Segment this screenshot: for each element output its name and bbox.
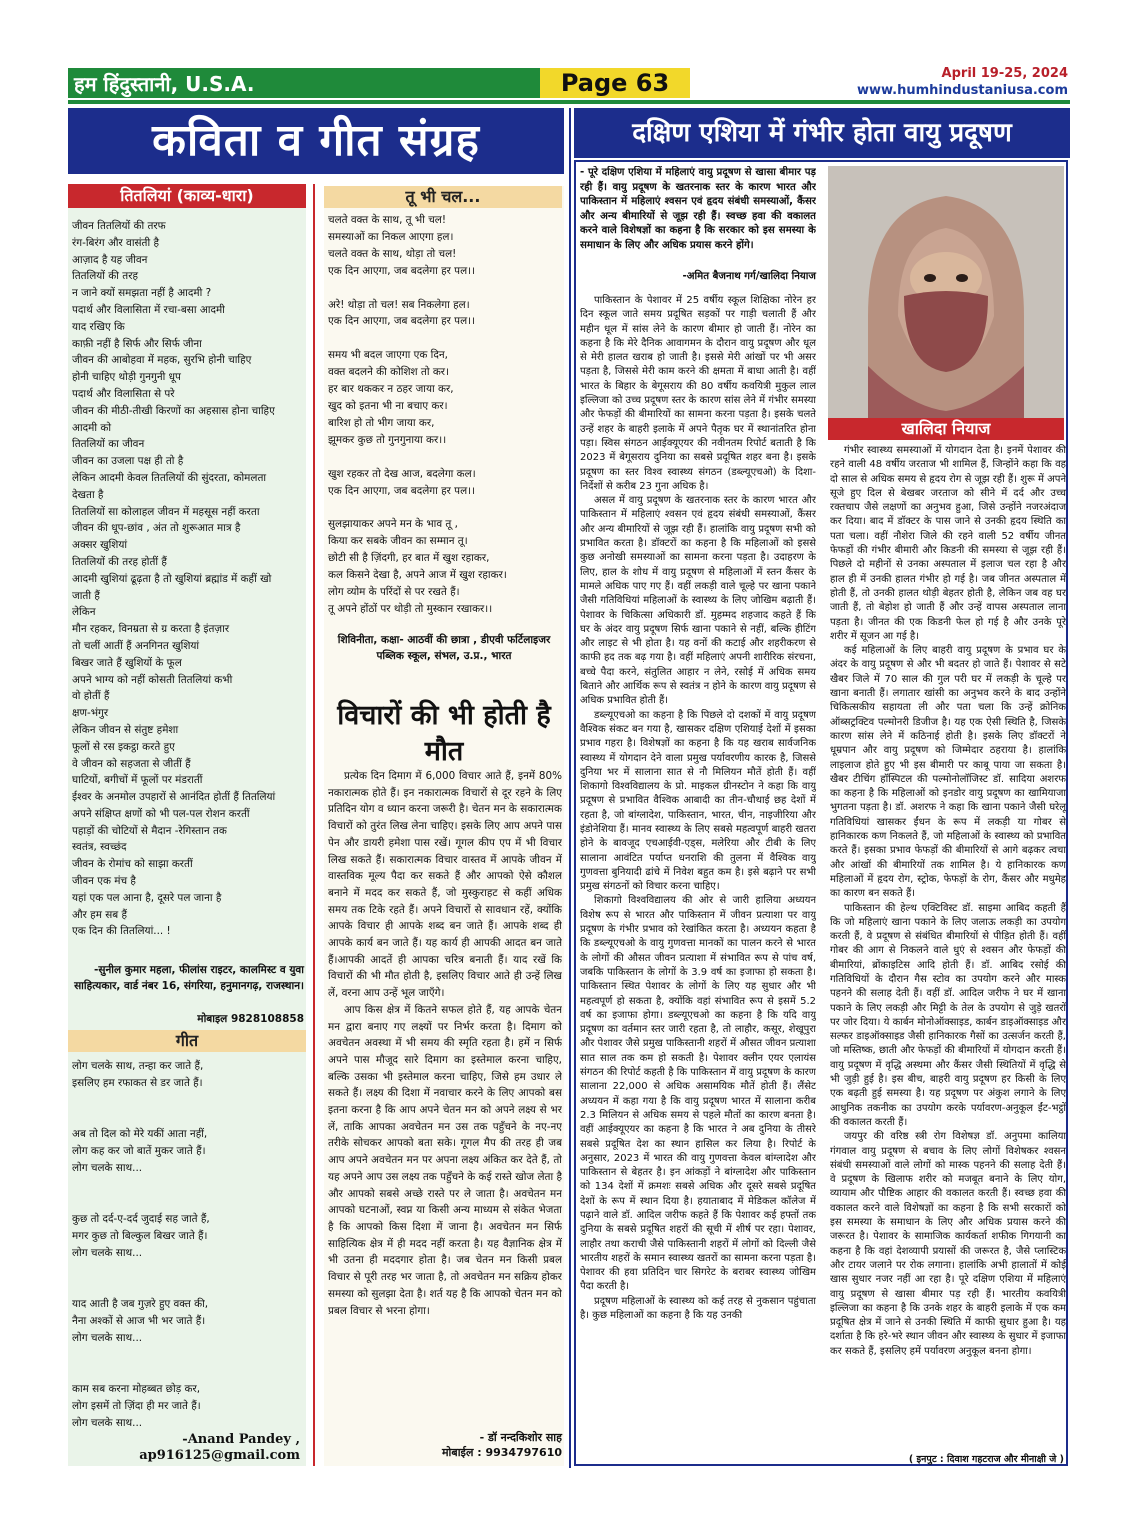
column-divider [313,184,315,1466]
article-paragraph: जयपुर की वरिष्ठ स्त्री रोग विशेषज्ञ डॉ. अनुपमा कालिया गंगवाल वायु प्रदूषण से बचाव के लिए लोगों विशेषकर श्वसन संबंधी समस्याओं वाले लोगों को मास्क पहनने की सलाह देती हैं। वे प्रदूषण के खिलाफ शरीर को मजबूत बनाने के लिए योग, व्यायाम और पौष्टिक आहार की वकालत करती हैं। स्वच्छ हवा की वकालत करने वाले विशेषज्ञों का कहना है कि सभी सरकारों को इस समस्या के समाधान के लिए और अधिक प्रयास करने की जरूरत है। पेशावर के सामाजिक कार्यकर्ता शफीक गिगयानी का कहना है कि वहां देशव्यापी प्रयासों की जरूरत है, जैसे प्लास्टिक और टायर जलाने पर रोक लगाना। हालांकि अभी हालातों में कोई खास सुधार नजर नहीं आ रहा है। पूरे दक्षिण एशिया में महिलाएं वायु प्रदूषण से खासा बीमार पड़ रही हैं। भारतीय कवयित्री इल्लिजा का कहना है कि उनके शहर के बाहरी इलाके में एक कम प्रदूषित क्षेत्र में जाने से उनकी स्थिति में काफी सुधार हुआ है। यह दर्शाता है कि हरे-भरे स्थान जीवन और स्वास्थ्य के सुधार में इजाफा कर सकते हैं, इसलिए हमें पर्यावरण अनुकूल बनना होगा। [830,1131,1066,1357]
portrait-illustration [828,166,1064,438]
geet-author [72,1432,300,1464]
article-column-1 [580,294,816,1464]
article-paragraph: पाकिस्तान की हेल्थ एक्टिविस्ट डॉ. साइमा आबिद कहती हैं कि जो महिलाएं खाना पकाने के लिए जलाऊ लकड़ी का उपयोग करती हैं, वे प्रदूषण से संबंधित बीमारियों से पीड़ित होती हैं। वहीं गोबर की आग से निकलने वाले धुएं से श्वसन और फेफड़ों की बीमारियां, ब्रोंकाइटिस आदि होती हैं। डॉ. आबिद रसोई की गतिविधियों के दौरान गैस स्टोव का उपयोग करने और मास्क पहनने की सलाह देती हैं। वहीं डॉ. आदिल जरीफ ने घर में खाना पकाने के लिए लकड़ी और मिट्टी के तेल के उपयोग से जुड़े खतरों पर जोर दिया। ये कार्बन मोनोऑक्साइड, कार्बन डाइऑक्साइड और सल्फर डाइऑक्साइड जैसी हानिकारक गैसों का उत्सर्जन करती हैं, जो मस्तिष्क, छाती और फेफड़ों की बीमारियों में योगदान करती हैं। वायु प्रदूषण में वृद्धि अस्थमा और कैंसर जैसी स्थितियों में वृद्धि से भी जुड़ी हुई है। इस बीच, बाहरी वायु प्रदूषण हर किसी के लिए एक बढ़ती हुई समस्या है। यह प्रदूषण पर अंकुश लगाने के लिए आधुनिक तकनीक का उपयोग करके पर्यावरण-अनुकूल ईंट-भट्ठों की वकालत करती हैं। [830,902,1066,1128]
article-column-2 [830,444,1066,1452]
masthead-brand: हम हिंदुस्तानी, U.S.A. [74,72,255,96]
column-divider [569,108,571,1468]
article-credit: -अमित बैजनाथ गर्ग/खालिदा नियाज [682,271,816,282]
article-paragraph: कई महिलाओं के लिए बाहरी वायु प्रदूषण के प्रभाव घर के अंदर के वायु प्रदूषण से और भी बदतर हो जाते हैं। पेशावर से सटे खैबर जिले में 70 साल की गुल परी घर में लकड़ी के चूल्हे पर खाना बनाती हैं। लगातार खांसी का अनुभव करने के बाद उन्होंने चिकित्सकीय सहायता ली और पता चला कि उन्हें क्रोनिक ऑब्सट्रक्टिव पल्मोनरी डिजीज है। यह एक ऐसी स्थिति है, जिसके कारण सांस लेने में कठिनाई होती है। इसके लिए डॉक्टरों ने धूम्रपान और वायु प्रदूषण को जिम्मेदार ठहराया है। हालांकि लाइलाज होते हुए भी इस बीमारी पर काबू पाया जा सकता है। खैबर टीचिंग हॉस्पिटल की पल्मोनोलॉजिस्ट डॉ. सादिया अशरफ का कहना है कि महिलाओं को इनडोर वायु प्रदूषण का खामियाजा भुगतना पड़ता है। डॉ. अशरफ ने कहा कि खाना पकाने जैसी घरेलू गतिविधियां खासकर ईंधन के रूप में लकड़ी या गोबर से हानिकारक कण निकलते हैं, जो महिलाओं के स्वास्थ्य को प्रभावित करते हैं। इसका प्रभाव फेफड़ों की बीमारियों से आगे बढ़कर त्वचा और आंखों की बीमारियों तक शामिल है। ये हानिकारक कण महिलाओं में हृदय रोग, स्ट्रोक, फेफड़ों के रोग, कैंसर और मधुमेह का कारण बन सकते हैं। [830,645,1066,900]
geet-author-name: -Anand Pandey , [182,1432,300,1447]
geet-author-email[interactable]: ap916125@gmail.com [139,1448,300,1463]
article-paragraph: शिकागो विश्वविद्यालय की ओर से जारी हालिया अध्ययन विशेष रूप से भारत और पाकिस्तान में जीवन प्रत्याशा पर वायु प्रदूषण के गंभीर प्रभाव को रेखांकित करता है। अध्ययन कहता है कि डब्ल्यूएचओ के वायु गुणवत्ता मानकों का पालन करने से भारत के लोगों की औसत जीवन प्रत्याशा में संभावित रूप से पांच वर्ष, जबकि पाकिस्तान के लोगों के 3.9 वर्ष का इजाफा हो सकता है। पाकिस्तान स्थित पेशावर के लोगों के लिए यह सुधार और भी महत्वपूर्ण हो सकता है, क्योंकि वहां संभावित रूप से इसमें 5.2 वर्ष का इजाफा होगा। डब्ल्यूएचओ का कहना है कि यदि वायु प्रदूषण का वर्तमान स्तर जारी रहता है, तो लाहौर, कसूर, शेखूपुरा और पेशावर जैसे प्रमुख पाकिस्तानी शहरों में औसत जीवन प्रत्याशा सात साल तक कम हो सकती है। पेशावर क्लीन एयर एलायंस संगठन की रिपोर्ट कहती है कि पाकिस्तान में वायु प्रदूषण के कारण सालाना 22,000 से अधिक असामयिक मौतें होती हैं। लैंसेट अध्ययन में कहा गया है कि वायु प्रदूषण भारत में सालाना करीब 2.3 मिलियन से अधिक समय से पहले मौतों का कारण बनता है। वहीं आईक्यूएयर का कहना है कि भारत ने अब दुनिया के तीसरे सबसे प्रदूषित देश का स्थान हासिल कर लिया है। रिपोर्ट के अनुसार, 2023 में भारत की वायु गुणवत्ता केवल बांग्लादेश और पाकिस्तान से बेहतर है। इन आंकड़ों ने बांग्लादेश और पाकिस्तान को 134 देशों में क्रमशः सबसे अधिक और दूसरे सबसे प्रदूषित देशों के रूप में स्थान दिया है। हयाताबाद में मेडिकल कॉलेज में पढ़ाने वाले डॉ. आदिल जरीफ कहते हैं कि पेशावर कई हफ्तों तक दुनिया के सबसे प्रदूषित शहरों की सूची में शीर्ष पर रहा। पेशावर, लाहौर तथा कराची जैसे पाकिस्तानी शहरों में लोगों को दिल्ली जैसे भारतीय शहरों के समान स्वास्थ्य खतरों का सामना करना पड़ता है। पेशावर की हवा प्रतिदिन चार सिगरेट के बराबर स्वास्थ्य जोखिम पैदा करती है। [580,895,816,1293]
article-paragraph: पाकिस्तान के पेशावर में 25 वर्षीय स्कूल शिक्षिका नोरेन हर दिन स्कूल जाते समय प्रदूषित सड़कों पर गाड़ी चलाती हैं और महीन धूल में सांस लेने के कारण बीमार हो जाती हैं। नोरेन का कहना है कि मेरे दैनिक आवागमन के दौरान वायु प्रदूषण और धूल से मेरी हालत खराब हो जाती है। इससे मेरी आंखों पर भी असर पड़ता है, जिससे मेरी काम करने की क्षमता में बाधा आती है। वहीं भारत के बिहार के बेगूसराय की 80 वर्षीय कवयित्री मुकुल लाल इल्लिजा को उच्च प्रदूषण स्तर के कारण सांस लेने में गंभीर समस्या और फेफड़ों की बीमारियों का सामना करना पड़ता है। इसके चलते उन्हें शहर के बाहरी इलाके में अपने पैतृक घर में स्थानांतरित होना पड़ा। स्विस संगठन आईक्यूएयर की नवीनतम रिपोर्ट बताती है कि 2023 में बेगूसराय दुनिया का सबसे प्रदूषित शहर बना है। इसके प्रदूषण का स्तर विश्व स्वास्थ्य संगठन (डब्ल्यूएचओ) के दिशा-निर्देशों से करीब 23 गुना अधिक है। [580,295,816,492]
article-author-name: - डॉ नन्दकिशोर साह [479,1431,562,1444]
article-paragraph: आप किस क्षेत्र में कितने सफल होते हैं, यह आपके चेतन मन द्वारा बनाए गए लक्ष्यों पर निर्भर करता है। दिमाग को अवचेतन अवस्था में भी समय की स्मृति रहता है। हमें न सिर्फ अपने पास मौजूद सारे दिमाग का इस्तेमाल करना चाहिए, बल्कि उसका भी इस्तेमाल करना चाहिए, जिसे हम उधार ले सकते हैं। लक्ष्य की दिशा में नवाचार करने के लिए आपको बस इतना करना है कि आप अपने चेतन मन को अपने लक्ष्य से भर लें, ताकि आपका अवचेतन मन उस तक पहुँचने के नए-नए तरीके सोचकर आपको बता सके। गूगल मैप की तरह ही जब आप अपने अवचेतन मन पर अपना लक्ष्य अंकित कर देते हैं, तो यह अपने आप उस लक्ष्य तक पहुँचने के कई रास्ते खोज लेता है और आपको सबसे अच्छे रास्ते पर ले जाता है। अवचेतन मन आपको घटनाओं, स्वप्न या किसी अन्य माध्यम से संकेत भेजता है कि आपको किस दिशा में जाना है। अवचेतन मन सिर्फ साहित्यिक क्षेत्र में ही मदद नहीं करता है। यह वैज्ञानिक क्षेत्र में भी उतना ही मददगार होता है। जब चेतन मन किसी प्रबल विचार से पूरी तरह भर जाता है, तो अवचेतन मन सक्रिय होकर समस्या को सुलझा देता है। शर्त यह है कि आपको चेतन मन को प्रबल विचार से भरना होगा। [328,1003,562,1317]
page-number: Page 63 [540,68,690,98]
poem-titliyan: जीवन तितलियों की तरफ रंग-बिरंग और वासंती है आज़ाद है यह जीवन तितलियों की तरह न जाने क्यों समझता नहीं है आदमी ? पदार्थ और विलासिता में रचा-बसा आदमी याद रखिए कि काफ़ी नहीं है सिर्फ और सिर्फ जीना जीवन की आबोहवा में महक, सुरभि होनी चाहिए होनी चाहिए थोड़ी गुनगुनी धूप पदार्थ और विलासिता से परे जीवन की मीठी-तीखी किरणों का अहसास होना चाहिए आदमी को तितलियों का जीवन जीवन का उजला पक्ष ही तो है लेकिन आदमी केवल तितलियों की सुंदरता, कोमलता देखता है तितलियों सा कोलाहल जीवन में महसूस नहीं करता जीवन की धूप-छांव , अंत तो शुरूआत मात्र है अक्सर खुशियां तितलियों की तरह होतीं हैं आदमी खुशियां ढूढ़ता है तो खुशियां ब्रह्मांड में कहीं खो जाती हैं लेकिन मौन रहकर, विनम्रता से ग्र करता है इंतज़ार तो चलीं आतीं हैं अनगिनत खुशियां बिखर जाते हैं खुशियों के फूल अपने भाग्य को नहीं कोसती तितलियां कभी वो होतीं हैं क्षण-भंगुर लेकिन जीवन से संतुष्ट हमेशा फूलों से रस इकट्ठा करते हुए वे जीवन को सहजता से जीतीं हैं घाटियों, बगीचों में फूलों पर मंडरातीं ईश्वर के अनमोल उपहारों से आनंदित होतीं हैं तितलियां अपने संक्षिप्त क्षणों को भी पल-पल रोशन करतीं पहाड़ों की चोटियों से मैदान -रेगिस्तान तक स्वतंत्र, स्वच्छंद जीवन के रोमांच को साझा करतीं जीवन एक मंच है यहां एक पल आना है, दूसरे पल जाना है और हम सब हैं एक दिन की तितलियां... ! [72,220,276,938]
poem-byline-mobile: मोबाइल 9828108858 [197,1013,304,1025]
article-author-mobile: मोबाईल : 9934797610 [441,1446,562,1459]
article-paragraph: प्रदूषण महिलाओं के स्वास्थ्य को कई तरह से नुकसान पहुंचाता है। कुछ महिलाओं का कहना है कि यह उनकी [580,1295,816,1322]
website-link[interactable]: www.humhindustaniusa.com [856,83,1068,98]
poem-byline: शिविनीता, कक्षा- आठवीं की छात्रा , डीएवी फर्टिलाइजर पब्लिक स्कूल, संभल, उ.प्र., भारत [337,634,551,662]
article-paragraph: प्रत्येक दिन दिमाग में 6,000 विचार आते हैं, इनमें 80% नकारात्मक होते हैं। इन नकारात्मक विचारों से दूर रहने के लिए प्रतिदिन योग व ध्यान करना जरूरी है। चेतन मन के सकारात्मक विचारों को तुरंत लिख लेना चाहिए। इसके लिए आप अपने पास पेन और डायरी हमेशा पास रखें। गूगल कीप एप में भी विचार लिख सकते हैं। सकारात्मक विचार वास्तव में आपके जीवन में वास्तविक मूल्य पैदा कर सकते हैं और आपको ऐसे कौशल बनाने में मदद कर सकते हैं, जो मुस्कुराहट से कहीं अधिक समय तक टिके रहते हैं। अपने विचारों से सावधान रहें, क्योंकि आपके विचार ही आपके शब्द बन जाते हैं। आपके शब्द ही आपके कार्य बन जाते हैं। यह कार्य ही आपकी आदत बन जाते हैं।आपकी आदतें ही आपका चरित्र बनाती हैं। याद रखें कि विचारों की भी मौत होती है, इसलिए विचार आते ही उन्हें लिख लें, वरना आप उन्हें भूल जाएँगे। [328,770,562,1000]
section-banner-pollution: दक्षिण एशिया में गंभीर होता वायु प्रदूषण [574,108,1070,158]
article-body-vicharon [328,768,562,1428]
masthead-rule [68,100,1070,104]
photo-caption: खालिदा नियाज [828,418,1064,440]
article-paragraph: गंभीर स्वास्थ्य समस्याओं में योगदान देता है। इनमें पेशावर की रहने वाली 48 वर्षीय जरताज भी शामिल हैं, जिन्होंने कहा कि वह दो साल से अधिक समय से हृदय रोग से जूझ रही हैं। शुरू में अपने सूजे हुए दिल से बेखबर जरताज को सीने में दर्द और उच्च रक्तचाप जैसे लक्षणों का अनुभव हुआ, जिसे उन्होंने नजरअंदाज कर दिया। बाद में डॉक्टर के पास जाने से उनकी हृदय स्थिति का पता चला। वहीं नौशेरा जिले की रहने वाली 52 वर्षीय जीनत फेफड़ों की गंभीर बीमारी और किडनी की समस्या से जूझ रही हैं। पिछले दो महीनों से उनका अस्पताल में इलाज चल रहा है और हाल ही में उनकी हालत गंभीर हो गई है। जब जीनत अस्पताल में होती हैं, तो उनकी हालत थोड़ी बेहतर होती है, लेकिन जब वह घर जाती हैं, तो बेहोश हो जाती हैं और उन्हें वापस अस्पताल लाना पड़ता है। जीनत की एक किडनी फेल हो गई है और उनके पूरे शरीर में सूजन आ गई है। [830,445,1066,642]
poem-byline: -सुनील कुमार महला, फीलांस राइटर, कालमिस्ट व युवा साहित्यकार, वार्ड नंबर 16, संगरिया, हनुमानगढ़, राजस्थान। [74,964,304,992]
poem-tu-bhi-chal: चलते वक्त के साथ, तू भी चल! समस्याओं का निकल आएगा हल। चलते वक्त के साथ, थोड़ा तो चल! एक दिन आएगा, जब बदलेगा हर पल।। अरे! थोड़ा तो चल! सब निकलेगा हल। एक दिन आएगा, जब बदलेगा हर पल।। समय भी बदल जाएगा एक दिन, वक्त बदलने की कोशिश तो कर। हर बार थककर न ठहर जाया कर, खुद को इतना भी ना बचाए कर। बारिश हो तो भीग जाया कर, झूमकर कुछ तो गुनगुनाया कर।। खुश रहकर तो देख आज, बदलेगा कल। एक दिन आएगा, जब बदलेगा हर पल।। सुलझायाकर अपने मन के भाव तू , किया कर सबके जीवन का सम्मान तू। छोटी सी है ज़िंदगी, हर बात में खुश रहाकर, कल किसने देखा है, अपने आज में खुश रहाकर। लोग व्योम के परिंदों से पर रखते हैं। तू अपने होंठों पर थोड़ी तो मुस्कान रखाकर।। [328,214,507,615]
section-banner-poetry: कविता व गीत संग्रह [68,108,564,174]
issue-date: April 19-25, 2024 [941,66,1068,81]
article-author [326,1430,562,1460]
article-intro: - पूरे दक्षिण एशिया में महिलाएं वायु प्रदूषण से खासा बीमार पड़ रही हैं। वायु प्रदूषण के खतरनाक स्तर के कारण भारत और पाकिस्तान में महिलाएं श्वसन एवं हृदय संबंधी समस्याओं, कैंसर और अन्य बीमारियों से जूझ रही हैं। स्वच्छ हवा की वकालत करने वाले विशेषज्ञों का कहना है कि सरकार को इस समस्या के समाधान के लिए और अधिक प्रयास करने होंगे। [580,167,816,251]
article-paragraph: डब्ल्यूएचओ का कहना है कि पिछले दो दशकों में वायु प्रदूषण वैश्विक संकट बन गया है, खासकर दक्षिण एशियाई देशों में इसका प्रभाव गहरा है। विशेषज्ञों का कहना है कि यह खराब सार्वजनिक स्वास्थ्य में योगदान देने वाला प्रमुख पर्यावरणीय कारक है, जिससे दुनिया भर में सालाना सात से नौ मिलियन मौतें होती हैं। वहीं शिकागो विश्वविद्यालय के प्रो. माइकल ग्रीनस्टोन ने कहा कि वायु प्रदूषण से प्रभावित वैश्विक आबादी का तीन-चौथाई छह देशों में रहता है, जो बांग्लादेश, पाकिस्तान, भारत, चीन, नाइजीरिया और इंडोनेशिया हैं। मानव स्वास्थ्य के लिए सबसे महत्वपूर्ण बाहरी खतरा होने के बावजूद एचआईवी-एड्स, मलेरिया और टीबी के लिए सालाना आवंटित पर्याप्त धनराशि की तुलना में वैश्विक वायु गुणवत्ता बुनियादी ढांचे में निवेश बहुत कम है। इसे बढ़ाने पर सभी प्रमुख संगठनों को विचार करना चाहिए। [580,709,816,893]
poem-heading-tu-bhi-chal: तू भी चल... [324,186,562,208]
article-title-vicharon: विचारों की भी होती है मौत [337,700,551,767]
poem-heading-geet: गीत [68,1030,306,1052]
author-photo [828,166,1064,438]
poem-heading-titliyan: तितलियां (काव्य-धारा) [68,184,306,208]
poem-geet: लोग चलके साथ, तन्हा कर जाते हैं, इसलिए हम रफाकत से डर जाते हैं। अब तो दिल को मेरे यकीं आता नहीं, लोग कह कर जो बातें मुकर जाते हैं। लोग चलके साथ... कुछ तो दर्द-ए-दर्द जुदाई सह जाते हैं, मगर कुछ तो बिल्कुल बिखर जाते हैं। लोग चलके साथ... याद आती है जब गुज़रे हुए वक्त की, नैना अश्कों से आज भी भर जाते हैं। लोग चलके साथ... काम सब करना मोहब्बत छोड़ कर, लोग इसमें तो ज़िंदा ही मर जाते हैं। लोग चलके साथ... [72,1060,210,1428]
article-input-credit: ( इनपुट : दिवाश गहटराज और मीनाक्षी जे ) [908,1454,1064,1465]
article-paragraph: असल में वायु प्रदूषण के खतरनाक स्तर के कारण भारत और पाकिस्तान में महिलाएं श्वसन एवं हृदय संबंधी समस्याओं, कैंसर और अन्य बीमारियों से जूझ रही हैं। हालांकि वायु प्रदूषण सभी को प्रभावित करता है। डॉक्टरों का कहना है कि महिलाओं को इससे कुछ अनोखी समस्याओं का सामना करना पड़ता है। उदाहरण के लिए, हाल के शोध में वायु प्रदूषण से महिलाओं में स्तन कैंसर के मामले अधिक पाए गए हैं। वहीं लकड़ी वाले चूल्हे पर खाना पकाने जैसी गतिविधियां महिलाओं के स्वास्थ्य के लिए जोखिम बढ़ाती हैं। पेशावर के चिकित्सा अधिकारी डॉ. मुहम्मद शहजाद कहते हैं कि घर के अंदर वायु प्रदूषण सिर्फ खाना पकाने से नहीं, बल्कि हीटिंग और लाइट से भी होता है। यह वनों की कटाई और शहरीकरण से काफी हद तक बढ़ गया है। वहीं महिलाएं अपनी शारीरिक संरचना, बच्चे पैदा करने, संतुलित आहार न लेने, रसोई में अधिक समय बिताने और आर्थिक रूप से स्वतंत्र न होने के कारण वायु प्रदूषण से अधिक प्रभावित होती हैं। [580,495,816,707]
